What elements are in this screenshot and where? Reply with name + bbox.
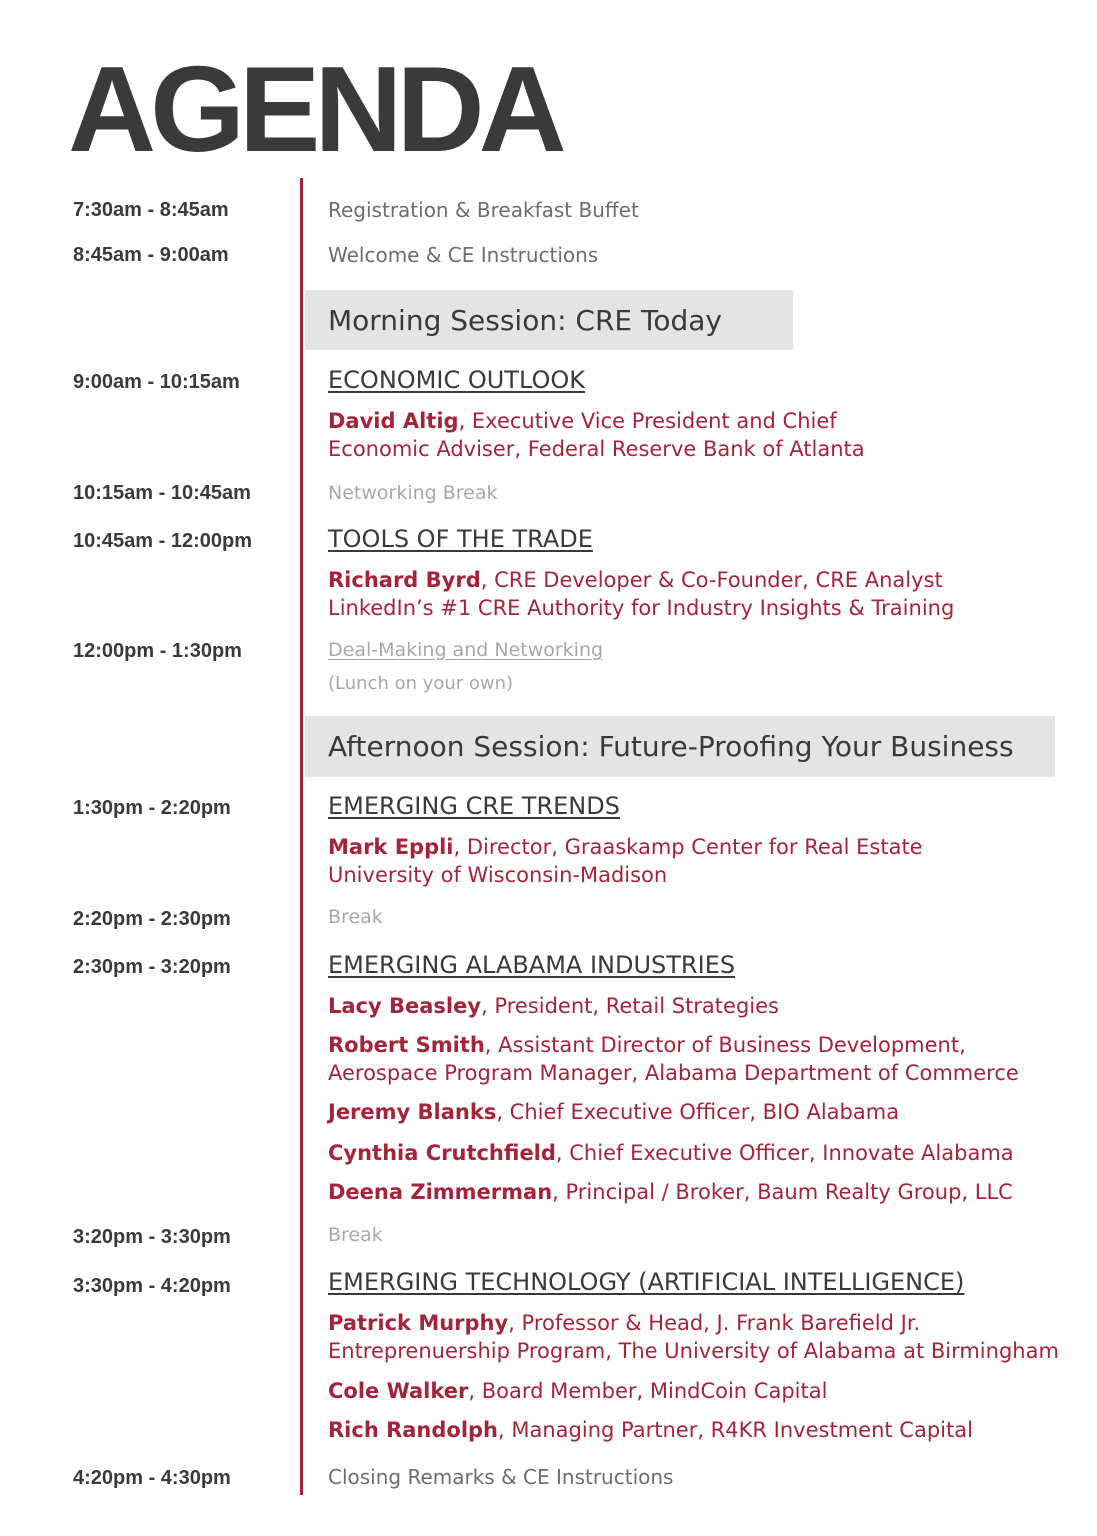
agenda-item: Closing Remarks & CE Instructions — [328, 1465, 674, 1489]
speaker-entry — [328, 1178, 1013, 1206]
time-slot: 12:00pm - 1:30pm — [73, 640, 242, 662]
speaker-role: University of Wisconsin-Madison — [328, 863, 668, 887]
speaker-role: , President, Retail Strategies — [481, 994, 779, 1018]
speaker-name: Rich Randolph — [328, 1418, 499, 1442]
speaker-entry — [328, 1139, 1014, 1167]
speaker-entry — [328, 1309, 1059, 1365]
speaker-entry — [328, 566, 954, 622]
break-label: Break — [328, 906, 383, 928]
talk-title: EMERGING CRE TRENDS — [328, 792, 620, 820]
speaker-name: Richard Byrd — [328, 568, 481, 592]
speaker-role: , Director, Graaskamp Center for Real Estate — [453, 835, 923, 859]
speaker-role: , CRE Developer & Co-Founder, CRE Analyst — [480, 568, 943, 592]
speaker-role: LinkedIn’s #1 CRE Authority for Industry Insights & Training — [328, 596, 955, 620]
time-slot: 2:20pm - 2:30pm — [73, 908, 231, 930]
time-slot: 4:20pm - 4:30pm — [73, 1467, 231, 1489]
talk-title: ECONOMIC OUTLOOK — [328, 366, 585, 394]
talk-title: EMERGING TECHNOLOGY (ARTIFICIAL INTELLIGENCE) — [328, 1268, 965, 1296]
time-slot: 10:45am - 12:00pm — [73, 530, 252, 552]
speaker-entry — [328, 833, 923, 889]
time-slot: 1:30pm - 2:20pm — [73, 797, 231, 819]
speaker-name: Jeremy Blanks — [328, 1100, 497, 1124]
speaker-name: Cynthia Crutchfield — [328, 1141, 556, 1165]
speaker-name: Deena Zimmerman — [328, 1180, 553, 1204]
speaker-role: , Chief Executive Officer, Innovate Alabama — [555, 1141, 1014, 1165]
speaker-role: , Professor & Head, J. Frank Barefield Jr. — [508, 1311, 921, 1335]
talk-title: EMERGING ALABAMA INDUSTRIES — [328, 951, 736, 979]
speaker-entry — [328, 1031, 1019, 1087]
speaker-role: Entreprenuership Program, The University of Alabama at Birmingham — [328, 1339, 1059, 1363]
speaker-role: , Managing Partner, R4KR Investment Capital — [498, 1418, 973, 1442]
speaker-entry — [328, 407, 865, 463]
talk-title: TOOLS OF THE TRADE — [328, 525, 593, 553]
networking-link[interactable]: Deal-Making and Networking — [328, 639, 604, 661]
speaker-entry — [328, 1416, 973, 1444]
speaker-name: Robert Smith — [328, 1033, 485, 1057]
speaker-role: , Principal / Broker, Baum Realty Group, LLC — [552, 1180, 1013, 1204]
agenda-item: Welcome & CE Instructions — [328, 243, 599, 267]
speaker-role: Economic Adviser, Federal Reserve Bank of Atlanta — [328, 437, 865, 461]
agenda-item: Registration & Breakfast Buffet — [328, 198, 639, 222]
speaker-role: Aerospace Program Manager, Alabama Department of Commerce — [328, 1061, 1019, 1085]
time-slot: 2:30pm - 3:20pm — [73, 956, 231, 978]
session-header-morning: Morning Session: CRE Today — [305, 290, 793, 350]
speaker-name: Cole Walker — [328, 1379, 469, 1403]
page-title: AGENDA — [68, 41, 561, 177]
lunch-note: (Lunch on your own) — [328, 673, 514, 694]
time-slot: 9:00am - 10:15am — [73, 371, 240, 393]
time-slot: 8:45am - 9:00am — [73, 244, 229, 266]
speaker-name: David Altig — [328, 409, 459, 433]
speaker-entry — [328, 992, 779, 1020]
break-label: Break — [328, 1224, 383, 1246]
time-slot: 7:30am - 8:45am — [73, 199, 229, 221]
speaker-name: Patrick Murphy — [328, 1311, 509, 1335]
speaker-role: , Chief Executive Officer, BIO Alabama — [496, 1100, 900, 1124]
speaker-role: , Board Member, MindCoin Capital — [468, 1379, 828, 1403]
speaker-role: , Executive Vice President and Chief — [458, 409, 837, 433]
speaker-entry — [328, 1098, 899, 1126]
time-slot: 10:15am - 10:45am — [73, 482, 251, 504]
speaker-role: , Assistant Director of Business Development, — [484, 1033, 966, 1057]
speaker-entry — [328, 1377, 827, 1405]
speaker-name: Mark Eppli — [328, 835, 454, 859]
speaker-name: Lacy Beasley — [328, 994, 482, 1018]
session-header-afternoon: Afternoon Session: Future-Proofing Your Business — [305, 716, 1055, 777]
timeline-divider — [300, 178, 303, 1495]
break-label: Networking Break — [328, 482, 498, 504]
time-slot: 3:20pm - 3:30pm — [73, 1226, 231, 1248]
time-slot: 3:30pm - 4:20pm — [73, 1275, 231, 1297]
